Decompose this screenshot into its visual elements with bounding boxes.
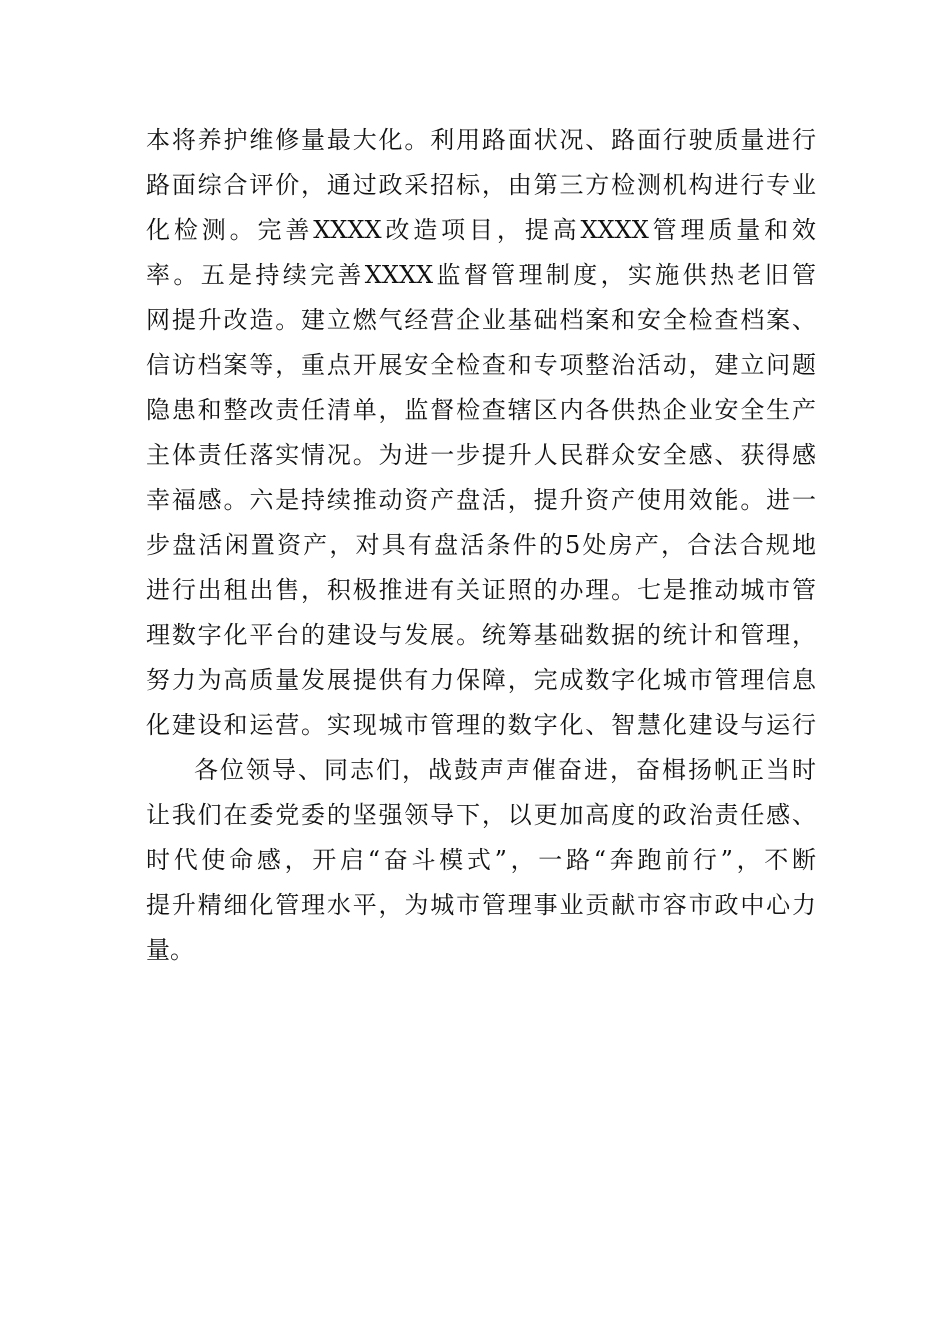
body-text-line: 率。五是持续完善XXXX监督管理制度，实施供热老旧管 — [146, 261, 816, 289]
body-text-line: 幸福感。六是持续推动资产盘活，提升资产使用效能。进一 — [146, 486, 816, 514]
body-text-line: 主体责任落实情况。为进一步提升人民群众安全感、获得感 — [146, 441, 816, 469]
body-text-line: 时代使命感，开启“奋斗模式”，一路“奔跑前行”，不断 — [146, 846, 816, 874]
body-text-line: 努力为高质量发展提供有力保障，完成数字化城市管理信息 — [146, 666, 816, 694]
body-text-line: 化建设和运营。实现城市管理的数字化、智慧化建设与运行 — [146, 711, 816, 739]
body-text-line: 让我们在委党委的坚强领导下，以更加高度的政治责任感、 — [146, 801, 816, 829]
body-text-line: 提升精细化管理水平，为城市管理事业贡献市容市政中心力 — [146, 891, 816, 919]
body-text-line: 信访档案等，重点开展安全检查和专项整治活动，建立问题 — [146, 351, 816, 379]
body-text-line: 理数字化平台的建设与发展。统筹基础数据的统计和管理， — [146, 621, 816, 649]
body-text-line: 本将养护维修量最大化。利用路面状况、路面行驶质量进行 — [146, 126, 816, 154]
body-text-line: 化检测。完善XXXX改造项目，提高XXXX管理质量和效 — [146, 216, 816, 244]
body-text-line: 量。 — [146, 936, 194, 964]
body-text-line: 步盘活闲置资产，对具有盘活条件的5处房产，合法合规地 — [146, 531, 816, 559]
body-text-line: 路面综合评价，通过政采招标，由第三方检测机构进行专业 — [146, 171, 816, 199]
body-text-line: 隐患和整改责任清单，监督检查辖区内各供热企业安全生产 — [146, 396, 816, 424]
body-text-line: 进行出租出售，积极推进有关证照的办理。七是推动城市管 — [146, 576, 816, 604]
body-text-line: 网提升改造。建立燃气经营企业基础档案和安全检查档案、 — [146, 306, 816, 334]
body-text-line: 各位领导、同志们，战鼓声声催奋进，奋楫扬帆正当时 — [194, 756, 816, 784]
